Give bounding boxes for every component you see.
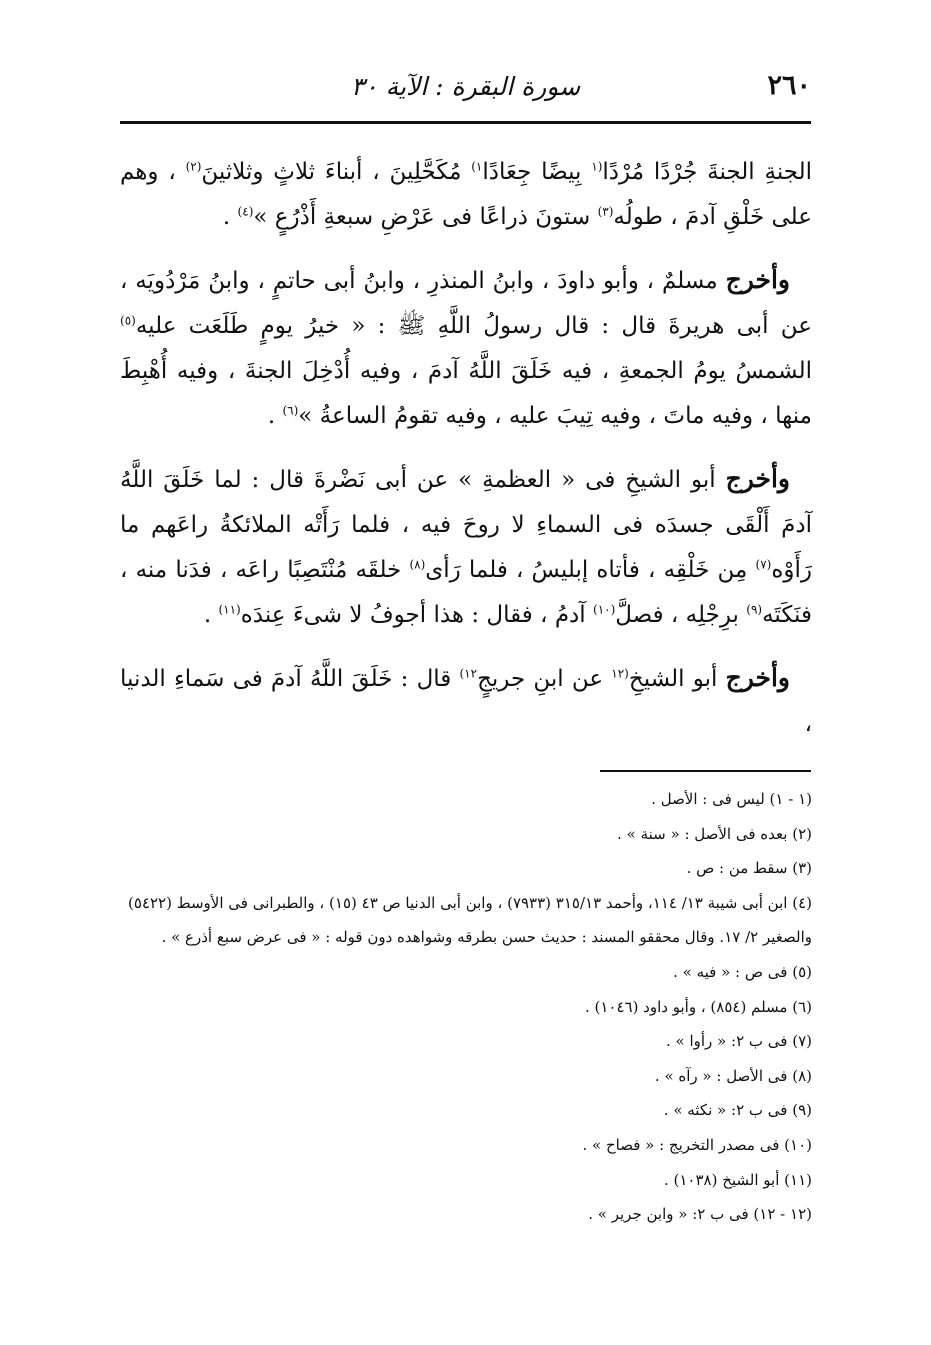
- footnote: (٤) ابن أبى شيبة ١٣/ ١١٤، وأحمد ٣١٥/١٣ (٧٩٣٣) ، وابن أبى الدنيا ص ٤٣ (١٥) ، والطبرانى فى الأوسط (٥٤٢٢) والصغير ٢/ ١٧. وقال محققو المسند : حديث حسن بطرقه وشواهده دون قوله : « فى عرض سبع أذرع » .: [128, 893, 812, 947]
- footnote: (١ - ١) ليس فى : الأصل .: [651, 790, 812, 808]
- footnote: (١١) أبو الشيخ (١٠٣٨) .: [663, 1170, 812, 1189]
- text-run: بِيضًا جِعَادًا: [482, 159, 592, 185]
- footnote: (٢) بعده فى الأصل : « سنة » .: [617, 824, 812, 843]
- text-run: ، وهم على خَلْقِ آدمَ ، طولُه: [120, 159, 812, 230]
- footnote-separator: [600, 770, 811, 772]
- text-run: برِجْلِه ، فصلَّ: [615, 602, 747, 628]
- footnote: (٦) مسلم (٨٥٤) ، وأبو داود (١٠٤٦) .: [584, 997, 812, 1016]
- footnote-ref: (٢): [185, 159, 202, 174]
- footnote-ref: (١: [591, 159, 603, 174]
- text-run: .: [267, 403, 283, 429]
- paragraph-3: [120, 456, 812, 638]
- page-header: [120, 66, 811, 114]
- footnote-ref: (٤): [237, 204, 254, 219]
- paragraph-lead-word: وأخرج: [725, 265, 790, 294]
- text-run: خلقَه مُنْتَصِبًا راعَه ، فدَنا منه ، فنَكَتَه: [120, 557, 812, 628]
- footnote-ref: (٧): [755, 557, 772, 572]
- footnote-ref: (٥): [120, 313, 136, 328]
- text-run: مُكَحَّلِينَ ، أبناءَ ثلاثٍ وثلاثينَ: [201, 159, 472, 185]
- text-run: الجنةِ الجنةَ جُرْدًا مُرْدًا: [602, 159, 813, 185]
- footnote: (١٢ - ١٢) فى ب ٢: « وابن جرير » .: [588, 1205, 812, 1224]
- text-run: .: [222, 204, 238, 230]
- footnote-ref: ١٢): [459, 666, 478, 681]
- text-run: ستونَ ذراعًا فى عَرْضِ سبعةِ أَذْرُعٍ »: [253, 204, 598, 230]
- text-run: مِن خَلْقِه ، فأتاه إبليسُ ، فلما رَأى: [425, 557, 756, 583]
- text-run: الشمسُ يومُ الجمعةِ ، فيه خَلَقَ اللَّهُ آدمَ ، وفيه أُدْخِلَ الجنةَ ، وفيه أُهْبِطَ منها ، وفيه ماتَ ، وفيه تِيبَ عليه ، وفيه تقومُ الساعةُ »: [120, 358, 812, 429]
- text-run: قال : خَلَقَ اللَّهُ آدمَ فى سَماءِ الدنيا ،: [120, 666, 812, 737]
- paragraph-4: [120, 655, 812, 747]
- footnote-ref: (٩): [746, 602, 763, 617]
- paragraph-lead-word: وأخرج: [725, 464, 790, 493]
- footnote: (١٠) فى مصدر التخريج : « فصاح » .: [582, 1135, 812, 1154]
- footnote-ref: (١١): [218, 602, 241, 617]
- paragraph-2: [120, 257, 812, 439]
- footnote: (٨) فى الأصل : « رآه » .: [654, 1066, 812, 1085]
- footnote-ref: (٨): [409, 557, 426, 572]
- text-run: آدمُ ، فقال : هذا أجوفُ لا شىءَ عِندَه: [240, 602, 593, 628]
- text-run: عن ابنِ جريجٍ: [477, 666, 612, 692]
- text-run: أبو الشيخِ: [628, 666, 726, 692]
- footnote-ref: (٣): [597, 204, 614, 219]
- paragraph-lead-word: وأخرج: [725, 663, 790, 692]
- footnote-ref: (١٠): [593, 602, 616, 617]
- main-text: [120, 150, 812, 764]
- footnote-ref: ١): [471, 159, 483, 174]
- paragraph-1: [120, 150, 812, 240]
- text-run: أبو الشيخِ فى « العظمةِ » عن أبى نَضْرةَ قال : لما خَلَقَ اللَّهُ آدمَ أَلْقَى جسدَه فى السماءِ لا روحَ فيه ، فلما رَأَتْه الملائكةُ راعَهم ما رَأَوْه: [120, 467, 812, 583]
- running-title: سورة البقرة : الآية ٣٠: [350, 72, 581, 101]
- footnote: (٧) فى ب ٢: « رأوا » .: [665, 1032, 812, 1051]
- footnote: (٩) فى ب ٢: « نكثه » .: [663, 1101, 812, 1120]
- header-rule: [120, 121, 811, 124]
- footnote-ref: (٦): [282, 403, 299, 418]
- page-number: ٢٦٠: [767, 70, 811, 101]
- text-run: .: [203, 602, 219, 628]
- text-run: مسلمٌ ، وأبو داودَ ، وابنُ المنذرِ ، وابنُ أبى حاتمٍ ، وابنُ مَرْدُويَه ، عن أبى هريرةَ قال : قال رسولُ اللَّهِ ﷺ : « خيرُ يومٍ طَلَعَت عليه: [120, 268, 812, 339]
- footnote: (٣) سقط من : ص .: [686, 859, 812, 878]
- footnote: (٥) فى ص : « فيه » .: [673, 962, 812, 981]
- footnote-ref: (١٢: [611, 666, 629, 681]
- footnotes: [120, 782, 812, 1232]
